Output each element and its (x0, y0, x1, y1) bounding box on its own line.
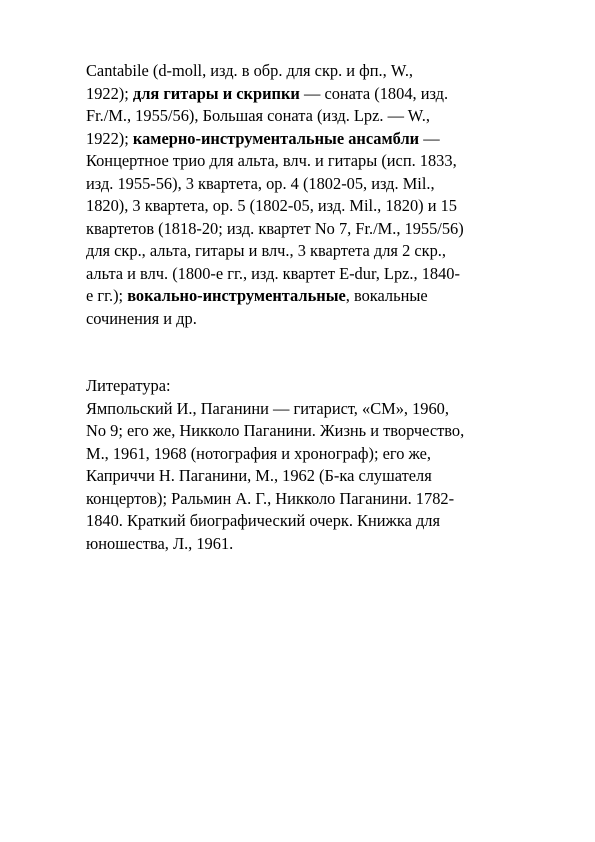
literature-heading: Литература: (86, 376, 171, 395)
text-run: е гг.); (86, 286, 128, 305)
text-run: — соната (1804, изд. (299, 83, 449, 103)
text-run: для скр., альта, гитары и влч., 3 квартета для 2 скр., (86, 241, 446, 260)
text-line (86, 285, 566, 308)
text-run: квартетов (1818-20; изд. квартет No 7, Fr./M., 1955/56) (86, 218, 464, 238)
text-run: Cantabile (d-moll, изд. в обр. для скр. и фп., W., (86, 61, 414, 80)
text-line (86, 128, 566, 151)
text-line (86, 308, 566, 331)
literature-reference-line: No 9; его же, Никколо Паганини. Жизнь и творчество, (86, 421, 465, 440)
bold-genre-heading: для гитары и скрипки (132, 83, 300, 103)
bold-genre-heading: вокально-инструментальные (127, 286, 346, 305)
text-line (86, 105, 566, 128)
text-line (86, 150, 566, 173)
literature-reference-line: М., 1961, 1968 (нотография и хронограф); его же, (86, 443, 432, 463)
works-list-paragraph (86, 60, 566, 330)
literature-reference-line: концертов); Ральмин А. Г., Никколо Паганини. 1782- (86, 488, 455, 508)
literature-reference-line: 1840. Краткий биографический очерк. Книжка для (86, 511, 441, 530)
literature-section (86, 375, 566, 555)
text-run: 1922); (86, 83, 133, 103)
text-line (86, 240, 566, 263)
text-line (86, 83, 566, 106)
literature-reference-line: Ямпольский И., Паганини — гитарист, «СМ», 1960, (86, 398, 449, 418)
text-run: 1922); (86, 128, 133, 148)
text-line (86, 173, 566, 196)
literature-reference-line: юношества, Л., 1961. (86, 533, 234, 553)
text-run: , вокальные (345, 286, 428, 305)
text-run: Fr./M., 1955/56), Большая соната (изд. Lpz. — W., (86, 106, 430, 125)
text-run: 1820), 3 квартета, ор. 5 (1802-05, изд. Mil., 1820) и 15 (86, 196, 457, 215)
text-run: изд. 1955-56), 3 квартета, ор. 4 (1802-05, изд. Mil., (86, 173, 435, 193)
text-line (86, 60, 566, 83)
text-run: сочинения и др. (86, 308, 197, 328)
text-line (86, 263, 566, 286)
text-run: — (419, 128, 440, 148)
bold-genre-heading: камерно-инструментальные ансамбли (132, 128, 420, 148)
text-line (86, 195, 566, 218)
literature-reference-line: Каприччи Н. Паганини, М., 1962 (Б-ка слушателя (86, 466, 432, 485)
text-line (86, 218, 566, 241)
text-run: альта и влч. (1800-е гг., изд. квартет E-dur, Lpz., 1840- (86, 263, 460, 283)
text-run: Концертное трио для альта, влч. и гитары (исп. 1833, (86, 151, 457, 170)
literature-references (86, 398, 566, 556)
